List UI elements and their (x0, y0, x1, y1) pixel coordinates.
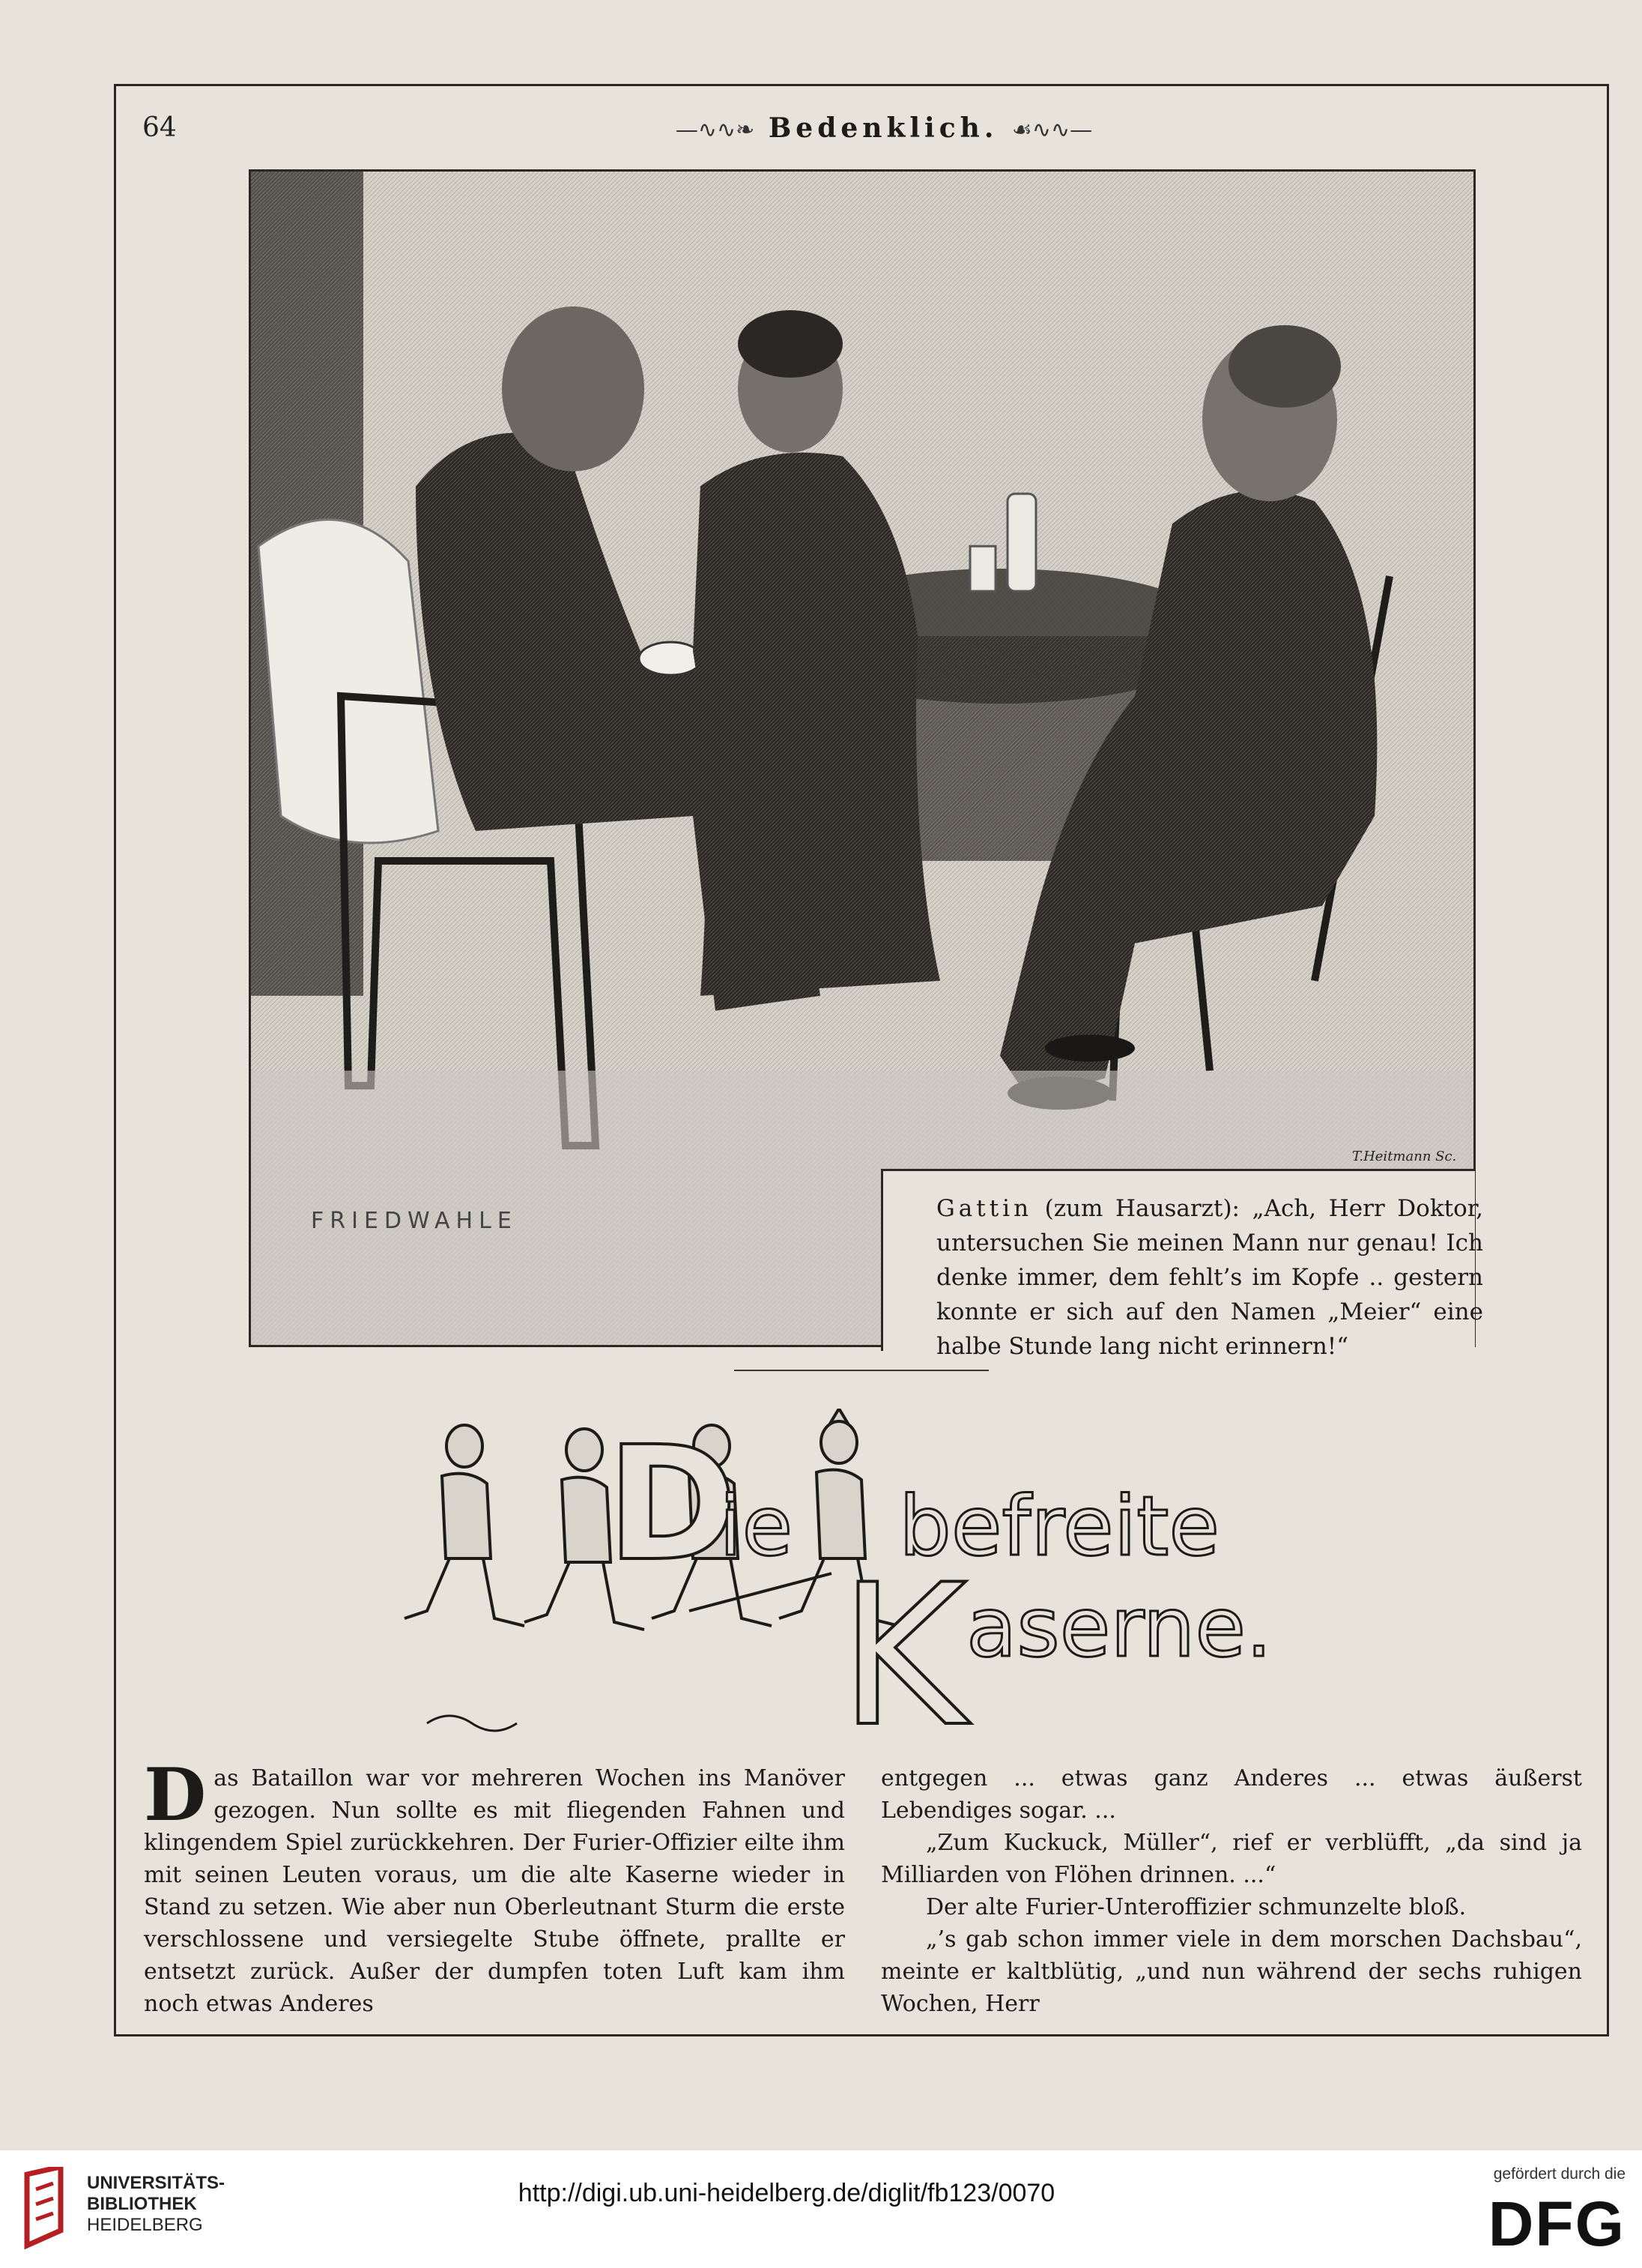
library-logo-icon (19, 2167, 72, 2249)
section-divider (734, 1370, 989, 1371)
article-text-left: as Bataillon war vor mehreren Wochen ins Manöver gezogen. Nun sollte es mit fliegenden Fahnen und klingendem Spiel zurückkehren. Der Furier-Offizier eilte ihm mit seinen Leuten voraus, um die alte Kaserne wieder in Stand zu setzen. Wie aber nun Oberleutnant Sturm die erste verschlossene und versiegelte Stube öffnete, prallte er entsetzt zurück. Außer der dumpfen toten Luft kam ihm noch etwas Anderes (144, 1765, 845, 2017)
library-name (87, 2173, 225, 2236)
article-column-right (881, 1762, 1582, 2020)
funding-note: gefördert durch die (1493, 2165, 1626, 2183)
library-name-line1: UNIVERSITÄTS- (87, 2173, 225, 2193)
article-column-left (144, 1753, 845, 2020)
headline-word-befreite: befreite (899, 1478, 1220, 1574)
headline-initial-k: K (839, 1543, 967, 1761)
digitization-footer (0, 2150, 1642, 2268)
drop-cap: D (144, 1753, 207, 1837)
headline-initial-d: D (607, 1412, 738, 1596)
library-name-line3: HEIDELBERG (87, 2215, 203, 2235)
headline-flourish (427, 1716, 517, 1731)
library-name-line2: BIBLIOTHEK (87, 2194, 197, 2214)
source-url-link[interactable]: http://digi.ub.uni-heidelberg.de/diglit/fb123/0070 (518, 2179, 1055, 2207)
ornament-left: —∿∿❧ (675, 117, 755, 143)
caption-text: (zum Hausarzt): „Ach, Herr Doktor, untersuchen Sie meinen Mann nur genau! Ich denke immer, dem fehlt’s im Kopfe .. gestern konnte er sich auf den Namen „Meier“ eine halbe Stunde lang nicht erinnern!“ (936, 1195, 1483, 1360)
ornament-right: ☙∿∿— (1011, 117, 1093, 143)
engraver-signature: T.Heitmann Sc. (1352, 1149, 1457, 1164)
article-paragraph-3: „Zum Kuckuck, Müller“, rief er verblüfft, „da sind ja Milliarden von Flöhen drinnen. ...“ (881, 1830, 1582, 1888)
headline-drawing (367, 1409, 1371, 1761)
illustration-caption (936, 1191, 1483, 1364)
article-paragraph-2: entgegen ... etwas ganz Anderes ... etwas äußerst Lebendiges sogar. ... (881, 1765, 1582, 1824)
article-paragraph-4: Der alte Furier-Unteroffizier schmunzelte bloß. (926, 1894, 1467, 1920)
caption-speaker: Gattin (936, 1195, 1033, 1222)
dfg-logo: DFG (1488, 2189, 1626, 2259)
article-paragraph-1 (144, 1753, 845, 2020)
article-paragraph-5: „’s gab schon immer viele in dem morschen Dachsbau“, meinte er kaltblütig, „und nun während der sechs ruhigen Wochen, Herr (881, 1926, 1582, 2017)
running-title-text: Bedenklich. (768, 112, 999, 144)
artist-signature-left: FRIEDWAHLE (311, 1208, 518, 1234)
page-number: 64 (142, 112, 177, 143)
headline-vignette (367, 1409, 1371, 1761)
headline-word-kaserne-rest: aserne. (966, 1579, 1273, 1675)
running-title (659, 112, 1109, 144)
headline-word-die-rest: ie (719, 1478, 793, 1574)
